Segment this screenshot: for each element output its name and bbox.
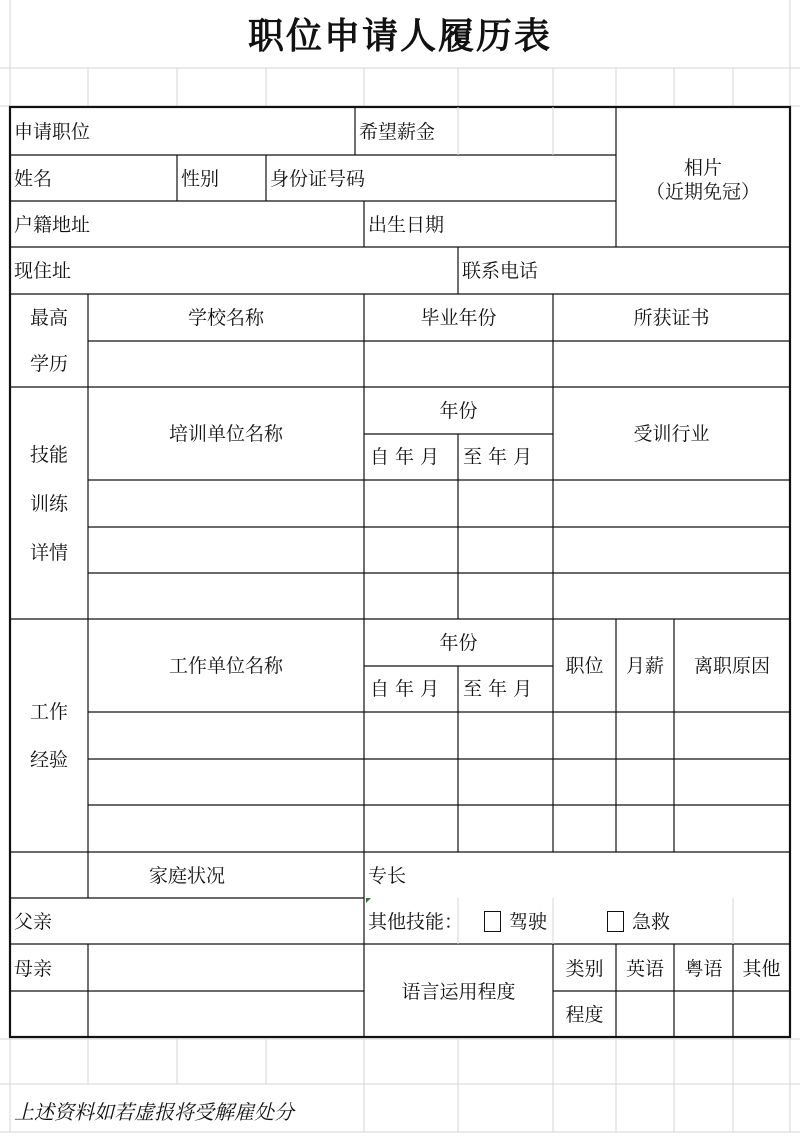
label-mother: 母亲 [14,958,53,980]
photo-note: （近期免冠） [645,181,760,203]
header-training-to: 至 年 月 [463,446,533,468]
header-training-year: 年份 [439,400,478,422]
label-language: 语言运用程度 [401,981,516,1003]
photo-label: 相片 [683,157,722,179]
header-work-position: 职位 [565,655,604,677]
label-other-language: 其他 [742,958,781,980]
header-work-unit: 工作单位名称 [168,655,283,677]
header-work-from: 自 年 月 [370,678,440,700]
label-training-2: 训练 [29,493,68,515]
label-category: 类别 [565,958,604,980]
header-work-reason: 离职原因 [693,655,770,677]
label-training-3: 详情 [29,542,68,564]
label-level: 程度 [565,1004,604,1026]
label-education-2: 学历 [29,353,68,375]
label-hukou-address: 户籍地址 [14,214,91,236]
label-cantonese: 粤语 [684,958,723,980]
label-work-1: 工作 [29,701,68,723]
label-education-1: 最高 [29,307,68,329]
label-position: 申请职位 [14,121,91,143]
label-phone: 联系电话 [462,260,539,282]
driving-checkbox[interactable] [484,911,501,932]
first-aid-checkbox[interactable] [607,911,624,932]
header-family: 家庭状况 [148,865,225,887]
label-work-2: 经验 [29,749,68,771]
header-training-industry: 受训行业 [633,423,710,445]
label-current-address: 现住址 [14,260,72,282]
label-other-skills: 其他技能： [368,911,464,933]
label-gender: 性别 [181,168,220,190]
label-english: 英语 [625,958,664,980]
label-birth-date: 出生日期 [368,214,445,236]
header-work-salary: 月薪 [625,655,664,677]
label-first-aid: 急救 [632,911,671,933]
header-certificate: 所获证书 [633,307,710,329]
label-expected-salary: 希望薪金 [359,121,436,143]
header-work-to: 至 年 月 [463,678,533,700]
header-training-unit: 培训单位名称 [168,423,283,445]
label-name: 姓名 [14,168,53,190]
label-training-1: 技能 [29,444,68,466]
label-father: 父亲 [14,911,53,933]
label-driving: 驾驶 [509,911,548,933]
page-title: 职位申请人履历表 [247,16,552,57]
header-grad-year: 毕业年份 [420,307,497,329]
label-specialty: 专长 [368,865,407,887]
label-id-number: 身份证号码 [270,168,366,190]
header-school: 学校名称 [187,307,264,329]
header-training-from: 自 年 月 [370,446,440,468]
footer-note: 上述资料如若虚报将受解雇处分 [14,1100,294,1124]
header-work-year: 年份 [439,632,478,654]
